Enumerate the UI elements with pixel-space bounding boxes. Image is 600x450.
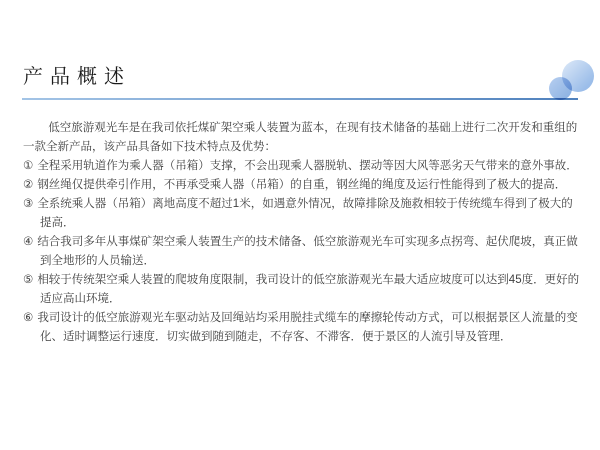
item-text-4: 结合我司多年从事煤矿架空乘人装置生产的技术储备、低空旅游观光车可实现多点拐弯、起伏爬坡，真正做到全地形的人员输送． (37, 236, 578, 267)
decorative-circle-small (549, 77, 572, 100)
item-number-2: ② (23, 179, 34, 191)
item-number-5: ⑤ (23, 274, 34, 286)
feature-item-3 (23, 195, 580, 233)
feature-item-6 (23, 309, 580, 347)
feature-item-1 (23, 157, 580, 176)
feature-item-5 (23, 271, 580, 309)
item-text-2: 钢丝绳仅提供牵引作用，不再承受乘人器（吊箱）的自重，钢丝绳的绳度及运行性能得到了极大的提高． (37, 179, 567, 191)
page-title: 产品概述 (23, 66, 131, 88)
feature-item-2 (23, 176, 580, 195)
item-number-3: ③ (23, 198, 34, 210)
intro-paragraph: 低空旅游观光车是在我司依托煤矿架空乘人装置为蓝本，在现有技术储备的基础上进行二次开发和重组的一款全新产品，该产品具备如下技术特点及优势： (23, 122, 578, 153)
slide-body (23, 119, 580, 347)
item-number-4: ④ (23, 236, 34, 248)
item-text-3: 全系统乘人器（吊箱）离地高度不超过1米，如遇意外情况，故障排除及施救相较于传统缆车得到了极大的提高． (37, 198, 573, 229)
item-number-6: ⑥ (23, 312, 34, 324)
title-divider-line (22, 98, 578, 100)
item-number-1: ① (23, 160, 34, 172)
item-text-6: 我司设计的低空旅游观光车驱动站及回绳站均采用脱挂式缆车的摩擦轮传动方式，可以根据景区人流量的变化、适时调整运行速度．切实做到随到随走，不存客、不滞客．便于景区的人流引导及管理． (37, 312, 578, 343)
item-text-5: 相较于传统架空乘人装置的爬坡角度限制，我司设计的低空旅游观光车最大适应坡度可以达到45度．更好的适应高山环境． (37, 274, 580, 305)
feature-item-4 (23, 233, 580, 271)
item-text-1: 全程采用轨道作为乘人器（吊箱）支撑，不会出现乘人器脱轨、摆动等因大风等恶劣天气带来的意外事故． (37, 160, 578, 172)
